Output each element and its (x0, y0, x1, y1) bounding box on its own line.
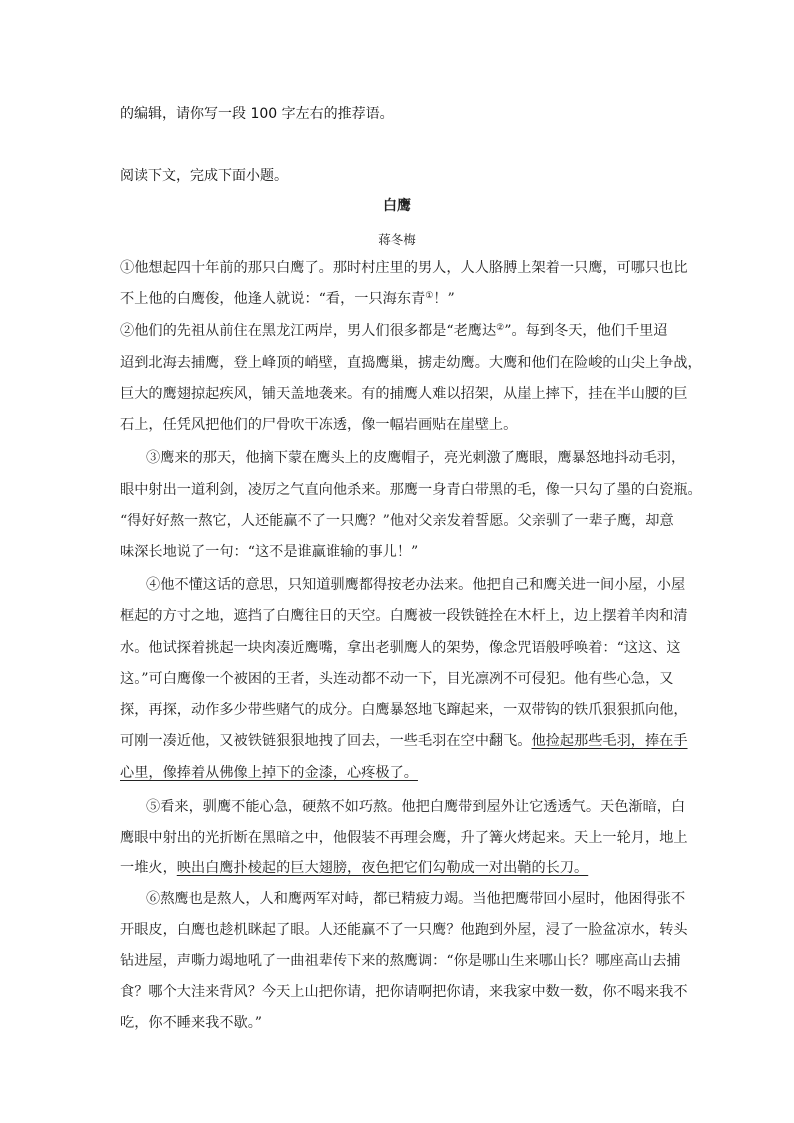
footnote-marker-2: ② (496, 323, 505, 333)
paragraph-6-line-1: ⑥熬鹰也是熬人，人和鹰两军对峙，都已精疲力竭。当他把鹰带回小屋时，他困得张不 (146, 891, 686, 907)
paragraph-4-line-2: 框起的方寸之地，遮挡了白鹰往日的天空。白鹰被一段铁链拴在木杆上，边上摆着羊肉和清 (120, 608, 688, 624)
footnote-marker-1: ① (425, 291, 434, 301)
paragraph-6-line-3: 钻进屋，声嘶力竭地吼了一曲祖辈传下来的熬鹰调：“你是哪山生来哪山长？哪座高山去捕 (120, 953, 681, 969)
paragraph-3-line-3: “得好好熬一熬它，人还能赢不了一只鹰？”他对父亲发着誓愿。父亲驯了一辈子鹰，却意 (120, 513, 674, 529)
paragraph-2-line-3: 巨大的鹰翅掠起疾风，铺天盖地袭来。有的捕鹰人难以招架，从崖上摔下，挂在半山腰的巨 (120, 386, 688, 402)
paragraph-4-line-4: 这。”可白鹰像一个被困的王者，头连动都不动一下，目光凛冽不可侵犯。他有些心急，又 (120, 671, 674, 687)
paragraph-2-line-1: ②他们的先祖从前住在黑龙江两岸，男人们很多都是“老鹰达②”。每到冬天，他们千里迢 (120, 323, 668, 339)
paragraph-4-line-6: 可刚一凑近他，又被铁链狠狠地拽了回去，一些毛羽在空中翻飞。他捡起那些毛羽，捧在手 (120, 733, 688, 749)
paragraph-5-line-2: 鹰眼中射出的光折断在黑暗之中，他假装不再理会鹰，升了篝火烤起来。天上一轮月，地上 (120, 830, 688, 846)
paragraph-5-line-1: ⑤看来，驯鹰不能心急，硬熬不如巧熬。他把白鹰带到屋外让它透透气。天色渐暗，白 (146, 799, 686, 815)
paragraph-5-line-3: 一堆火，映出白鹰扑棱起的巨大翅膀，夜色把它们勾勒成一对出鞘的长刀。 (120, 860, 589, 876)
underlined-sentence-1-part-2: 心里，像捧着从佛像上掉下的金漆，心疼极了。 (120, 765, 418, 781)
underlined-sentence-1-part-1: 他捡起那些毛羽，捧在手 (531, 733, 688, 749)
paragraph-2-line-4: 石上，任凭风把他们的尸骨吹干冻透，像一幅岩画贴在崖壁上。 (120, 417, 518, 433)
paragraph-3-line-2: 眼中射出一道利剑，凌厉之气直向他杀来。那鹰一身青白带黑的毛，像一只勾了墨的白瓷瓶。 (120, 482, 702, 498)
paragraph-6-line-2: 开眼皮，白鹰也趁机眯起了眼。人还能赢不了一只鹰？他跑到外屋，浸了一脸盆凉水，转头 (120, 922, 688, 938)
paragraph-4-line-5: 探，再探，动作多少带些赌气的成分。白鹰暴怒地飞蹿起来，一双带钩的铁爪狠狠抓向他， (120, 702, 688, 718)
paragraph-4-line-1: ④他不懂这话的意思，只知道驯鹰都得按老办法来。他把自己和鹰关进一间小屋，小屋 (146, 577, 686, 593)
paragraph-6-line-4: 食？哪个大洼来背风？今天上山把你请，把你请啊把你请，来我家中数一数，你不喝来我不 (120, 984, 688, 1000)
paragraph-6-line-5: 吃，你不睡来我不歇。” (120, 1015, 263, 1031)
reading-instruction: 阅读下文，完成下面小题。 (120, 168, 288, 184)
paragraph-3-line-1: ③鹰来的那天，他摘下蒙在鹰头上的皮鹰帽子，亮光刺激了鹰眼，鹰暴怒地抖动毛羽， (146, 450, 686, 466)
article-title: 白鹰 (383, 198, 411, 214)
paragraph-1-line-1: ①他想起四十年前的那只白鹰了。那时村庄里的男人，人人胳膊上架着一只鹰，可哪只也比 (120, 260, 688, 276)
underlined-sentence-2: 映出白鹰扑棱起的巨大翅膀，夜色把它们勾勒成一对出鞘的长刀。 (176, 860, 589, 876)
intro-text: 的编辑，请你写一段 100 字左右的推荐语。 (120, 106, 394, 122)
article-author: 蒋冬梅 (378, 232, 416, 247)
paragraph-4-line-3: 水。他试探着挑起一块肉凑近鹰嘴，拿出老驯鹰人的架势，像念咒语般呼唤着：“这这、这 (120, 640, 681, 656)
paragraph-1-line-2: 不上他的白鹰俊，他逢人就说：“看，一只海东青①！” (120, 291, 455, 307)
paragraph-3-line-4: 味深长地说了一句：“这不是谁赢谁输的事儿！” (120, 544, 419, 560)
paragraph-4-line-7 (120, 763, 418, 783)
paragraph-2-line-2: 迢到北海去捕鹰，登上峰顶的峭壁，直捣鹰巢，掳走幼鹰。大鹰和他们在险峻的山尖上争战， (120, 355, 702, 371)
